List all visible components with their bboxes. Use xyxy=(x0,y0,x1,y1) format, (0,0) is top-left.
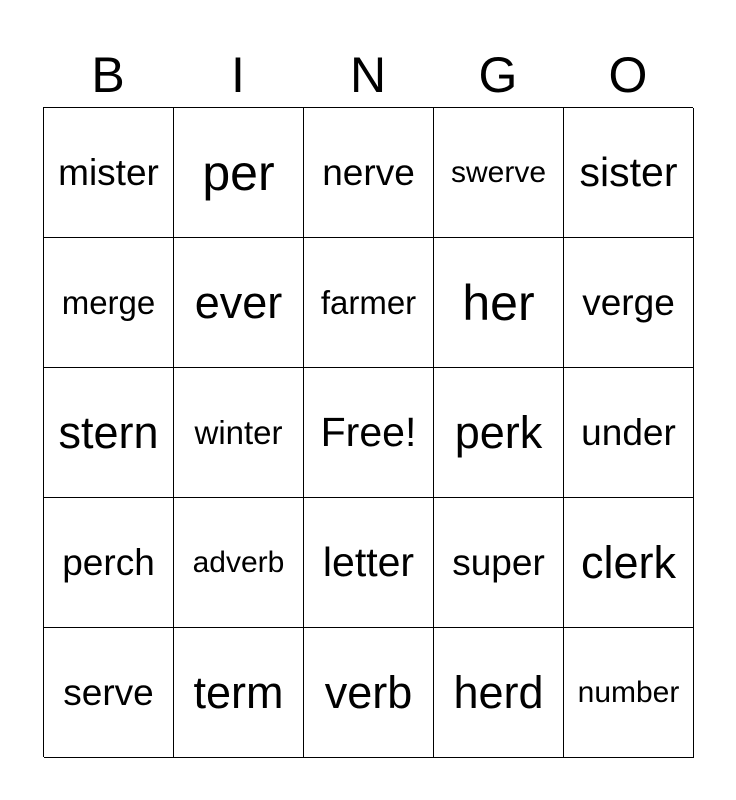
header-letter-g: G xyxy=(478,47,518,103)
bingo-cell: ever xyxy=(174,238,304,368)
bingo-cell: sister xyxy=(564,108,694,238)
bingo-cell: nerve xyxy=(304,108,434,238)
header-letter-b: B xyxy=(91,47,125,103)
bingo-cell: under xyxy=(564,368,694,498)
header-letter-i: I xyxy=(231,47,245,103)
bingo-cell: swerve xyxy=(434,108,564,238)
bingo-cell: clerk xyxy=(564,498,694,628)
bingo-cell: super xyxy=(434,498,564,628)
bingo-cell: farmer xyxy=(304,238,434,368)
bingo-cell: perk xyxy=(434,368,564,498)
header-letter-o: O xyxy=(608,47,648,103)
bingo-card-grid xyxy=(43,107,693,757)
bingo-cell: winter xyxy=(174,368,304,498)
bingo-cell: serve xyxy=(44,628,174,758)
bingo-cell: her xyxy=(434,238,564,368)
bingo-cell: herd xyxy=(434,628,564,758)
bingo-cell: stern xyxy=(44,368,174,498)
bingo-cell: per xyxy=(174,108,304,238)
bingo-cell: mister xyxy=(44,108,174,238)
bingo-cell: adverb xyxy=(174,498,304,628)
header-letter-n: N xyxy=(349,47,387,103)
bingo-header xyxy=(43,44,693,106)
bingo-cell: letter xyxy=(304,498,434,628)
bingo-cell: verge xyxy=(564,238,694,368)
bingo-cell: term xyxy=(174,628,304,758)
bingo-cell: perch xyxy=(44,498,174,628)
bingo-cell: number xyxy=(564,628,694,758)
bingo-cell: verb xyxy=(304,628,434,758)
bingo-cell: merge xyxy=(44,238,174,368)
free-space-cell: Free! xyxy=(304,368,434,498)
